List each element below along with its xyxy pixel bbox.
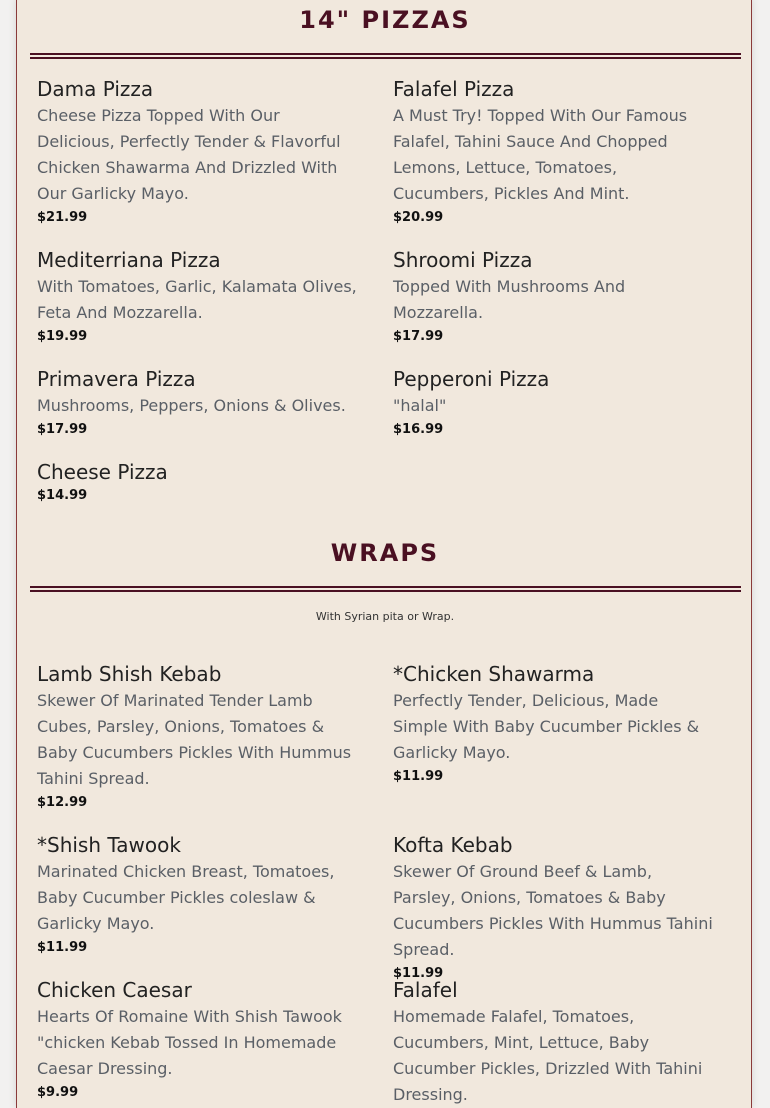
item-price: $17.99 [37,422,88,437]
item-price: $11.99 [393,769,444,784]
menu-item-falafel-pizza [393,76,713,228]
menu-item-pepperoni-pizza [393,366,713,440]
item-name: *Shish Tawook [37,833,181,857]
item-price: $20.99 [393,210,444,225]
menu-item-lamb-shish-kebab [37,661,357,813]
menu-item-dama-pizza [37,76,357,228]
item-name: Primavera Pizza [37,367,196,391]
item-price: $14.99 [37,488,88,503]
item-price: $21.99 [37,210,88,225]
wraps-subtitle: With Syrian pita or Wrap. [315,610,455,623]
item-description: Mushrooms, Peppers, Onions & Olives. [37,396,346,415]
pizzas-section-title: 14" PIZZAS [299,6,471,34]
item-name: *Chicken Shawarma [393,662,595,686]
item-name: Cheese Pizza [37,460,168,484]
item-name: Mediterriana Pizza [37,248,221,272]
item-name: Falafel Pizza [393,77,515,101]
item-description: "halal" [393,396,447,415]
item-name: Falafel [393,978,458,1002]
item-description: Skewer Of Marinated Tender Lamb Cubes, Parsley, Onions, Tomatoes & Baby Cucumbers Pickles With Hummus Tahini Spread. [37,691,352,788]
item-description: Hearts Of Romaine With Shish Tawook "chicken Kebab Tossed In Homemade Caesar Dressing. [37,1007,342,1078]
item-name: Shroomi Pizza [393,248,533,272]
item-price: $11.99 [37,940,88,955]
item-description: With Tomatoes, Garlic, Kalamata Olives, Feta And Mozzarella. [37,277,357,322]
item-description: Cheese Pizza Topped With Our Delicious, Perfectly Tender & Flavorful Chicken Shawarma And Drizzled With Our Garlicky Mayo. [37,106,341,203]
item-name: Pepperoni Pizza [393,367,550,391]
item-description: Perfectly Tender, Delicious, Made Simple With Baby Cucumber Pickles & Garlicky Mayo. [393,691,700,762]
menu-item-kofta-kebab [393,832,713,984]
wraps-divider [30,586,741,592]
menu-item-primavera-pizza [37,366,357,440]
item-name: Dama Pizza [37,77,154,101]
item-description: Marinated Chicken Breast, Tomatoes, Baby Cucumber Pickles coleslaw & Garlicky Mayo. [37,862,335,933]
menu-item-shish-tawook [37,832,357,958]
item-price: $17.99 [393,329,444,344]
item-description: A Must Try! Topped With Our Famous Falafel, Tahini Sauce And Chopped Lemons, Lettuce, Tomatoes, Cucumbers, Pickles And Mint. [393,106,688,203]
pizzas-divider [30,53,741,59]
wraps-section-title: WRAPS [330,539,440,567]
menu-item-cheese-pizza [37,459,357,506]
menu-item-chicken-shawarma [393,661,713,787]
item-price: $19.99 [37,329,88,344]
item-price: $16.99 [393,422,444,437]
item-name: Kofta Kebab [393,833,513,857]
item-price: $9.99 [37,1085,79,1100]
menu-item-shroomi-pizza [393,247,713,347]
item-name: Lamb Shish Kebab [37,662,222,686]
item-description: Topped With Mushrooms And Mozzarella. [393,277,626,322]
item-price: $11.99 [393,966,444,981]
menu-page [16,0,752,1108]
item-description: Homemade Falafel, Tomatoes, Cucumbers, Mint, Lettuce, Baby Cucumber Pickles, Drizzled With Tahini Dressing. [393,1007,703,1104]
item-price: $12.99 [37,795,88,810]
menu-item-falafel [393,977,713,1108]
item-name: Chicken Caesar [37,978,192,1002]
menu-item-mediterriana-pizza [37,247,357,347]
menu-item-chicken-caesar [37,977,357,1103]
item-description: Skewer Of Ground Beef & Lamb, Parsley, Onions, Tomatoes & Baby Cucumbers Pickles With Hummus Tahini Spread. [393,862,713,959]
